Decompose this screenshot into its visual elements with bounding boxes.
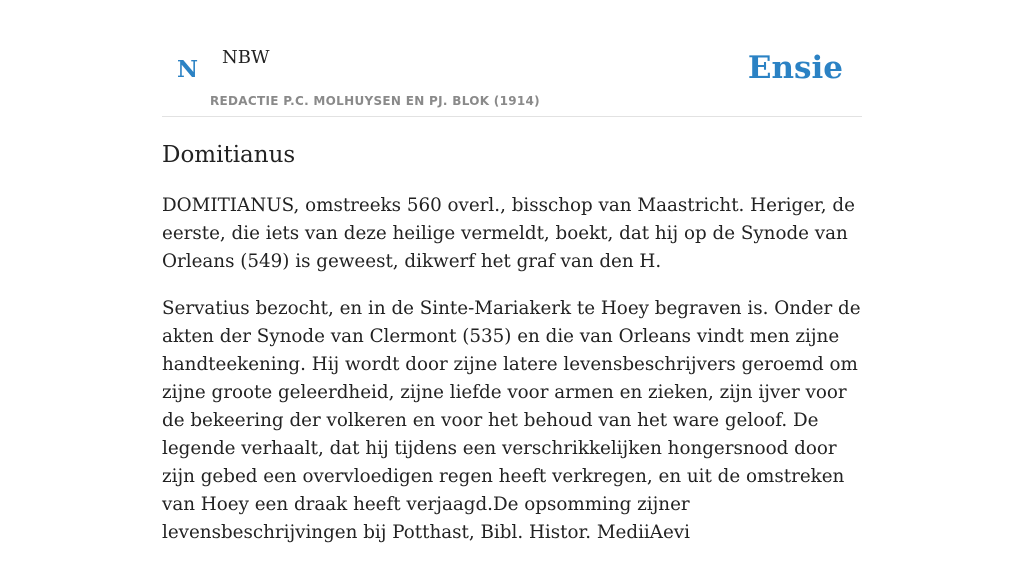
article-paragraph: Servatius bezocht, en in de Sinte-Mariakerk te Hoey begraven is. Onder de akten der Synode van Clermont (535) en die van Orleans vindt men zijne handteekening. Hij wordt door zijne latere levensbeschrijvers geroemd om zijne groote geleerdheid, zijne liefde voor armen en zieken, zijn ijver voor de bekeering der volkeren en voor het behoud van het ware geloof. De legende verhaalt, dat hij tijdens een verschrikkelijken hongersnood door zijn gebed een overvloedigen regen heeft verkregen, en uit de omstreken van Hoey een draak heeft verjaagd.De opsomming zijner levensbeschrijvingen bij Potthast, Bibl. Histor. MediiAevi (162, 298, 861, 543)
source-name[interactable]: NBW (222, 47, 270, 68)
ensie-logo-link[interactable]: Ensie (747, 50, 843, 86)
article-paragraph: DOMITIANUS, omstreeks 560 overl., bisschop van Maastricht. Heriger, de eerste, die iets van deze heilige vermeldt, boekt, dat hij op de Synode van Orleans (549) is geweest, dikwerf het graf van den H. (162, 195, 855, 272)
page-header (162, 0, 862, 117)
article-title: Domitianus (162, 142, 296, 168)
source-editors: REDACTIE P.C. MOLHUYSEN EN PJ. BLOK (1914) (210, 94, 540, 108)
source-logo[interactable]: N (177, 56, 199, 83)
article-body (162, 192, 862, 566)
